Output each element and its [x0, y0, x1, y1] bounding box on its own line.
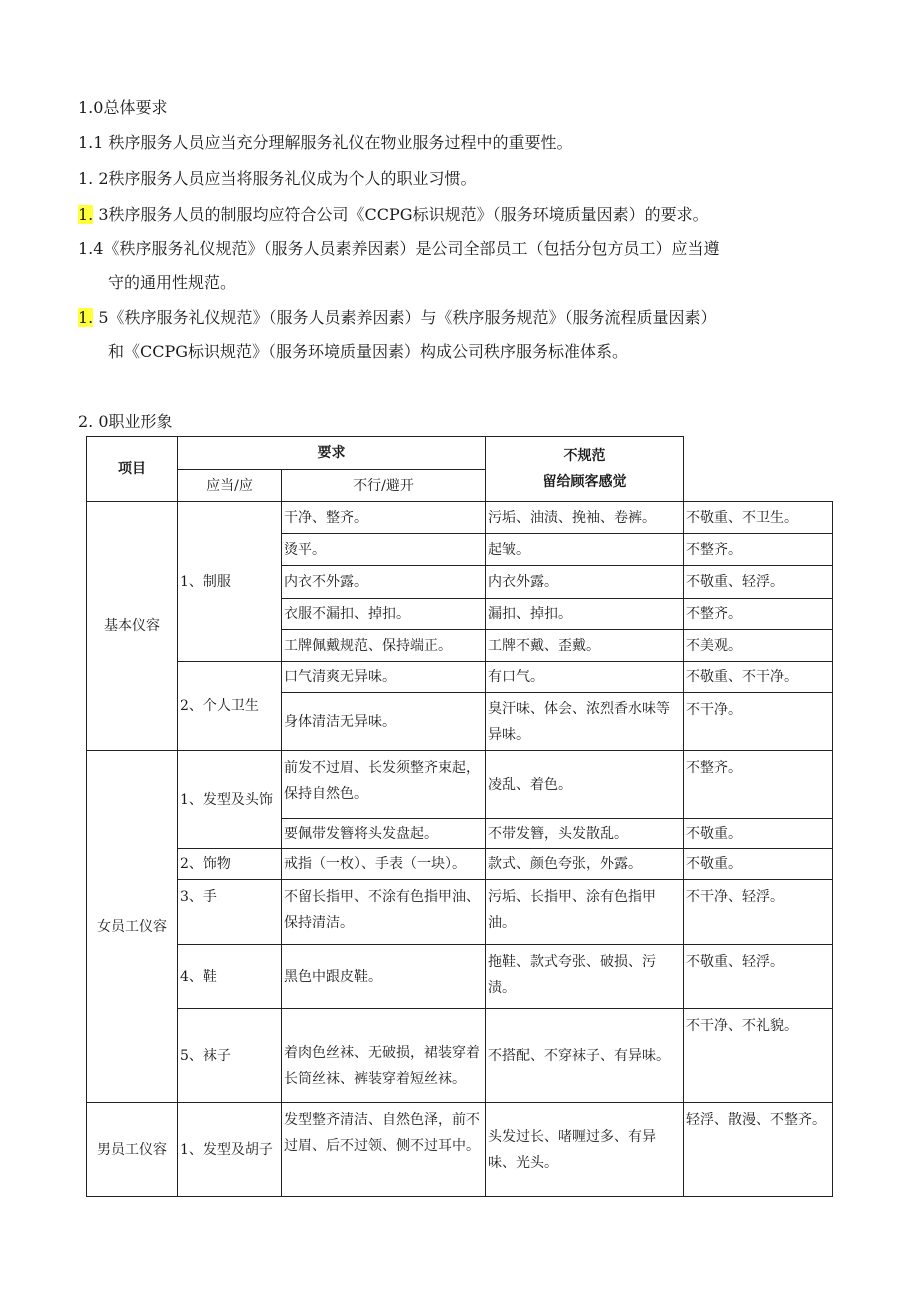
item-text: 2秩序服务人员应当将服务礼仪成为个人的职业习惯。	[93, 169, 477, 188]
sub-hairstyle: 1、发型及头饰	[178, 751, 282, 849]
sub-shoes: 4、鞋	[178, 945, 282, 1009]
paragraph-1-3	[78, 204, 709, 226]
sub-accessories: 2、饰物	[178, 849, 282, 880]
sub-uniform: 1、制服	[178, 502, 282, 662]
cell-avoid: 漏扣、掉扣。	[486, 599, 684, 630]
header-should: 应当/应	[178, 470, 282, 502]
cell-feel: 不敬重、轻浮。	[684, 566, 833, 599]
cell-avoid: 起皱。	[486, 534, 684, 566]
cell-feel: 不敬重、不干净。	[684, 662, 833, 693]
cell-feel: 不干净、轻浮。	[684, 880, 833, 945]
item-text: 3秩序服务人员的制服均应符合公司《CCPG标识规范》（服务环境质量因素）的要求。	[93, 205, 709, 224]
paragraph-1-5-continuation: 和《CCPG标识规范》（服务环境质量因素）构成公司秩序服务标准体系。	[108, 342, 629, 361]
cell-feel: 不整齐。	[684, 534, 833, 566]
cell-should: 不留长指甲、不涂有色指甲油、保持清洁。	[282, 880, 486, 945]
cell-should: 口气清爽无异味。	[282, 662, 486, 693]
cell-should: 身体清洁无异味。	[282, 693, 486, 751]
cell-feel: 轻浮、散漫、不整齐。	[684, 1103, 833, 1197]
cell-avoid: 头发过长、啫喱过多、有异味、光头。	[486, 1103, 684, 1197]
cell-avoid: 不带发簪，头发散乱。	[486, 819, 684, 849]
header-impression-line1: 不规范	[563, 448, 606, 464]
paragraph-1-4	[78, 238, 719, 260]
sub-socks: 5、袜子	[178, 1009, 282, 1103]
item-number: 1.	[78, 169, 94, 188]
cell-avoid: 拖鞋、款式夸张、破损、污渍。	[486, 945, 684, 1009]
sub-hygiene: 2、个人卫生	[178, 662, 282, 751]
cell-avoid: 凌乱、着色。	[486, 751, 684, 819]
paragraph-1-1	[78, 132, 573, 154]
cell-feel: 不敬重、轻浮。	[684, 945, 833, 1009]
item-text: 4《秩序服务礼仪规范》（服务人员素养因素）是公司全部员工（包括分包方员工）应当遵	[93, 239, 720, 258]
cell-feel: 不敬重。	[684, 819, 833, 849]
item-text: 5《秩序服务礼仪规范》（服务人员素养因素）与《秩序服务规范》（服务流程质量因素）	[93, 308, 717, 327]
professional-image-table	[86, 436, 833, 1197]
section2-heading: 2. 0职业形象	[78, 412, 173, 431]
item-text: 秩序服务人员应当充分理解服务礼仪在物业服务过程中的重要性。	[103, 133, 573, 152]
cell-should: 着肉色丝袜、无破损，裙装穿着长筒丝袜、裤装穿着短丝袜。	[282, 1009, 486, 1103]
item-number-highlighted: 1.	[78, 308, 94, 327]
cell-should: 要佩带发簪将头发盘起。	[282, 819, 486, 849]
cell-feel: 不整齐。	[684, 599, 833, 630]
cell-avoid: 款式、颜色夸张，外露。	[486, 849, 684, 880]
cell-avoid: 臭汗味、体会、浓烈香水味等异味。	[486, 693, 684, 751]
cell-should: 衣服不漏扣、掉扣。	[282, 599, 486, 630]
header-avoid: 不行/避开	[282, 470, 486, 502]
section1-heading: 1.0总体要求	[78, 98, 168, 117]
cell-avoid: 污垢、油渍、挽袖、卷裤。	[486, 502, 684, 534]
group-male: 男员工仪容	[87, 1103, 178, 1197]
cell-avoid: 不搭配、不穿袜子、有异味。	[486, 1009, 684, 1103]
cell-feel: 不整齐。	[684, 751, 833, 819]
header-requirement: 要求	[178, 437, 486, 470]
cell-should: 黑色中跟皮鞋。	[282, 945, 486, 1009]
cell-should: 发型整齐清洁、自然色泽，前不过眉、后不过领、侧不过耳中。	[282, 1103, 486, 1197]
item-number: 1.	[78, 239, 94, 258]
sub-hair-beard: 1、发型及胡子	[178, 1103, 282, 1197]
sub-hands: 3、手	[178, 880, 282, 945]
group-basic: 基本仪容	[87, 502, 178, 751]
header-item: 项目	[87, 437, 178, 502]
cell-avoid: 污垢、长指甲、涂有色指甲油。	[486, 880, 684, 945]
cell-should: 戒指（一枚）、手表（一块）。	[282, 849, 486, 880]
item-number: 1.1	[78, 133, 104, 152]
item-number-highlighted: 1.	[78, 205, 94, 224]
cell-avoid: 有口气。	[486, 662, 684, 693]
cell-should: 工牌佩戴规范、保持端正。	[282, 630, 486, 662]
cell-should: 内衣不外露。	[282, 566, 486, 599]
cell-should: 前发不过眉、长发须整齐束起，保持自然色。	[282, 751, 486, 819]
cell-avoid: 工牌不戴、歪戴。	[486, 630, 684, 662]
cell-feel: 不敬重。	[684, 849, 833, 880]
header-impression-line2: 留给顾客感觉	[542, 474, 627, 490]
cell-feel: 不美观。	[684, 630, 833, 662]
cell-avoid: 内衣外露。	[486, 566, 684, 599]
header-impression	[486, 437, 684, 502]
cell-feel: 不干净。	[684, 693, 833, 751]
cell-feel: 不敬重、不卫生。	[684, 502, 833, 534]
cell-should: 干净、整齐。	[282, 502, 486, 534]
paragraph-1-2	[78, 168, 477, 190]
paragraph-1-5	[78, 307, 717, 329]
paragraph-1-4-continuation: 守的通用性规范。	[108, 273, 237, 292]
group-female: 女员工仪容	[87, 751, 178, 1103]
cell-should: 烫平。	[282, 534, 486, 566]
cell-feel: 不干净、不礼貌。	[684, 1009, 833, 1103]
